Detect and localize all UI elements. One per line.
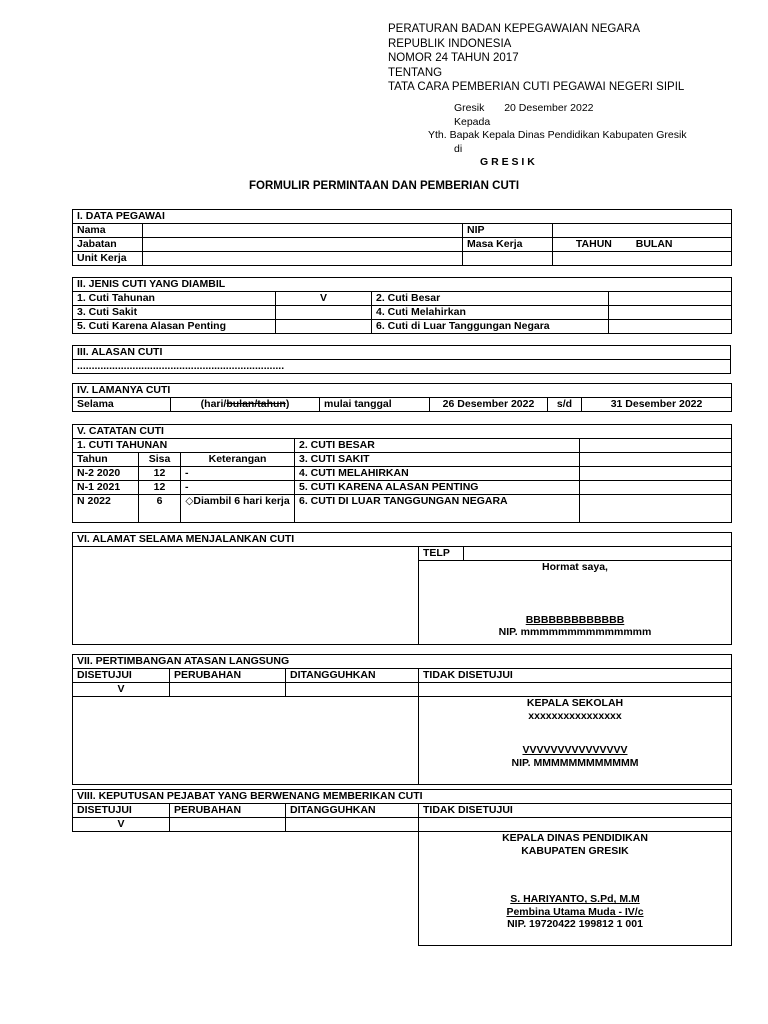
address-di: di xyxy=(454,142,463,155)
leave-type-item: 1. Cuti Tahunan xyxy=(73,292,276,306)
section-jenis-cuti xyxy=(72,277,732,334)
label-telp: TELP xyxy=(419,547,464,561)
leave-record-label: 6. CUTI DI LUAR TANGGUNGAN NEGARA xyxy=(295,495,580,523)
signature-pejabat xyxy=(419,832,732,946)
pejabat-position-2: KABUPATEN GRESIK xyxy=(521,844,629,857)
unit-open: (hari/ xyxy=(200,398,227,410)
col-tidak-disetujui: TIDAK DISETUJUI xyxy=(419,804,732,818)
leave-type-item: 5. Cuti Karena Alasan Penting xyxy=(73,320,276,334)
section-title: VI. ALAMAT SELAMA MENJALANKAN CUTI xyxy=(73,533,732,547)
label-bulan: BULAN xyxy=(635,238,673,250)
row-tahun: N 2022 xyxy=(73,495,139,523)
col-cuti-tahunan: 1. CUTI TAHUNAN xyxy=(73,439,295,453)
leave-type-item: 3. Cuti Sakit xyxy=(73,306,276,320)
col-disetujui: DISETUJUI xyxy=(73,669,170,683)
row-sisa: 6 xyxy=(139,495,181,523)
field-nama[interactable] xyxy=(143,224,463,238)
label-unit-kerja: Unit Kerja xyxy=(73,252,143,266)
section-catatan-cuti xyxy=(72,424,732,523)
pejabat-position: KEPALA DINAS PENDIDIKAN xyxy=(502,832,648,844)
address-block xyxy=(428,102,687,170)
leave-record-label: 5. CUTI KARENA ALASAN PENTING xyxy=(295,481,580,495)
check-ditangguhkan[interactable] xyxy=(286,818,419,832)
address-place: Gresik xyxy=(454,102,485,114)
check-disetujui[interactable]: V xyxy=(73,683,170,697)
leave-type-item: 6. Cuti di Luar Tanggungan Negara xyxy=(372,320,609,334)
leave-record-value[interactable] xyxy=(580,495,732,523)
leave-check-cell[interactable] xyxy=(276,320,372,334)
unit-close: ) xyxy=(285,398,290,410)
col-perubahan: PERUBAHAN xyxy=(170,804,286,818)
leave-record-value[interactable] xyxy=(580,481,732,495)
field-jabatan[interactable] xyxy=(143,238,463,252)
field-alamat[interactable] xyxy=(73,547,419,645)
atasan-nip: NIP. MMMMMMMMMMMM xyxy=(511,756,639,769)
leave-type-item: 4. Cuti Melahirkan xyxy=(372,306,609,320)
leave-check-cell[interactable]: V xyxy=(276,292,372,306)
check-disetujui[interactable]: V xyxy=(73,818,170,832)
check-tidak-disetujui[interactable] xyxy=(419,683,732,697)
header-line: NOMOR 24 TAHUN 2017 xyxy=(388,52,519,64)
field-alasan[interactable]: ....................................................................... xyxy=(73,360,731,374)
applicant-nip: NIP. mmmmmmmmmmmmmm xyxy=(498,626,652,639)
label-tahun: TAHUN xyxy=(575,238,612,250)
field-empty xyxy=(463,252,553,266)
duration-unit[interactable] xyxy=(171,398,320,412)
leave-record-value[interactable] xyxy=(580,439,732,453)
header-line: PERATURAN BADAN KEPEGAWAIAN NEGARA xyxy=(388,23,640,35)
section-alasan-cuti xyxy=(72,345,731,374)
row-sisa: 12 xyxy=(139,467,181,481)
leave-record-label: 3. CUTI SAKIT xyxy=(295,453,580,467)
label-mulai-tanggal: mulai tanggal xyxy=(320,398,430,412)
section-title: V. CATATAN CUTI xyxy=(73,425,732,439)
regulation-header xyxy=(388,22,684,95)
row-keterangan: - xyxy=(181,481,295,495)
label-nama: Nama xyxy=(73,224,143,238)
form-title: FORMULIR PERMINTAAN DAN PEMBERIAN CUTI xyxy=(248,180,520,192)
leave-check-cell[interactable] xyxy=(609,320,732,334)
col-keterangan: Keterangan xyxy=(181,453,295,467)
col-tidak-disetujui: TIDAK DISETUJUI xyxy=(419,669,732,683)
row-keterangan: - xyxy=(181,467,295,481)
atasan-name: VVVVVVVVVVVVVVV xyxy=(522,744,628,757)
field-masa-kerja[interactable] xyxy=(553,238,732,252)
check-tidak-disetujui[interactable] xyxy=(419,818,732,832)
leave-check-cell[interactable] xyxy=(609,292,732,306)
field-telp[interactable] xyxy=(464,547,732,561)
field-unit-kerja[interactable] xyxy=(143,252,463,266)
empty-cell xyxy=(73,832,419,946)
check-ditangguhkan[interactable] xyxy=(286,683,419,697)
header-line: TENTANG xyxy=(388,66,443,79)
leave-check-cell[interactable] xyxy=(276,306,372,320)
row-sisa: 12 xyxy=(139,481,181,495)
empty-cell xyxy=(73,697,419,785)
row-keterangan: ◇Diambil 6 hari kerja xyxy=(181,495,295,523)
field-empty xyxy=(553,252,732,266)
label-sd: s/d xyxy=(548,398,582,412)
col-ditangguhkan: DITANGGUHKAN xyxy=(286,669,419,683)
hormat-saya: Hormat saya, xyxy=(542,561,608,573)
signature-atasan xyxy=(419,697,732,785)
leave-record-value[interactable] xyxy=(580,467,732,481)
section-title: VII. PERTIMBANGAN ATASAN LANGSUNG xyxy=(73,655,732,669)
atasan-school: xxxxxxxxxxxxxxxx xyxy=(528,709,622,722)
header-line: REPUBLIK INDONESIA xyxy=(388,37,512,50)
leave-record-label: 2. CUTI BESAR xyxy=(295,439,580,453)
label-selama: Selama xyxy=(73,398,171,412)
field-nip[interactable] xyxy=(553,224,732,238)
leave-type-item: 2. Cuti Besar xyxy=(372,292,609,306)
address-city: G R E S I K xyxy=(480,156,535,168)
section-title: IV. LAMANYA CUTI xyxy=(73,384,732,398)
section-alamat-cuti xyxy=(72,532,732,645)
section-title: VIII. KEPUTUSAN PEJABAT YANG BERWENANG MEMBERIKAN CUTI xyxy=(73,790,732,804)
leave-check-cell[interactable] xyxy=(609,306,732,320)
section-title: I. DATA PEGAWAI xyxy=(73,210,732,224)
atasan-position: KEPALA SEKOLAH xyxy=(526,697,624,709)
applicant-name: BBBBBBBBBBBBB xyxy=(525,613,625,626)
pejabat-rank: Pembina Utama Muda - IV/c xyxy=(506,905,644,918)
col-ditangguhkan: DITANGGUHKAN xyxy=(286,804,419,818)
section-lamanya-cuti xyxy=(72,383,732,412)
col-tahun: Tahun xyxy=(73,453,139,467)
col-sisa: Sisa xyxy=(139,453,181,467)
col-perubahan: PERUBAHAN xyxy=(170,669,286,683)
address-yth: Yth. xyxy=(428,129,447,141)
leave-record-value[interactable] xyxy=(580,453,732,467)
unit-struck: bulan/tahun xyxy=(226,398,286,410)
section-title: II. JENIS CUTI YANG DIAMBIL xyxy=(73,278,732,292)
address-date: 20 Desember 2022 xyxy=(504,102,594,114)
check-perubahan[interactable] xyxy=(170,683,286,697)
leave-record-label: 4. CUTI MELAHIRKAN xyxy=(295,467,580,481)
address-kepada: Kepada xyxy=(454,115,491,128)
header-line: TATA CARA PEMBERIAN CUTI PEGAWAI NEGERI SIPIL xyxy=(388,81,685,93)
section-data-pegawai xyxy=(72,209,732,266)
start-date[interactable]: 26 Desember 2022 xyxy=(430,398,548,412)
end-date[interactable]: 31 Desember 2022 xyxy=(582,398,732,412)
address-recipient: Bapak Kepala Dinas Pendidikan Kabupaten Gresik xyxy=(449,129,687,141)
row-tahun: N-2 2020 xyxy=(73,467,139,481)
label-nip: NIP xyxy=(463,224,553,238)
section-pertimbangan-atasan xyxy=(72,654,732,785)
label-jabatan: Jabatan xyxy=(73,238,143,252)
section-title: III. ALASAN CUTI xyxy=(73,346,731,360)
label-masa-kerja: Masa Kerja xyxy=(463,238,553,252)
pejabat-nip: NIP. 19720422 199812 1 001 xyxy=(507,918,643,931)
pejabat-name: S. HARIYANTO, S.Pd, M.M xyxy=(510,893,640,906)
row-tahun: N-1 2021 xyxy=(73,481,139,495)
col-disetujui: DISETUJUI xyxy=(73,804,170,818)
check-perubahan[interactable] xyxy=(170,818,286,832)
section-keputusan-pejabat xyxy=(72,789,732,946)
signature-applicant xyxy=(419,561,732,645)
